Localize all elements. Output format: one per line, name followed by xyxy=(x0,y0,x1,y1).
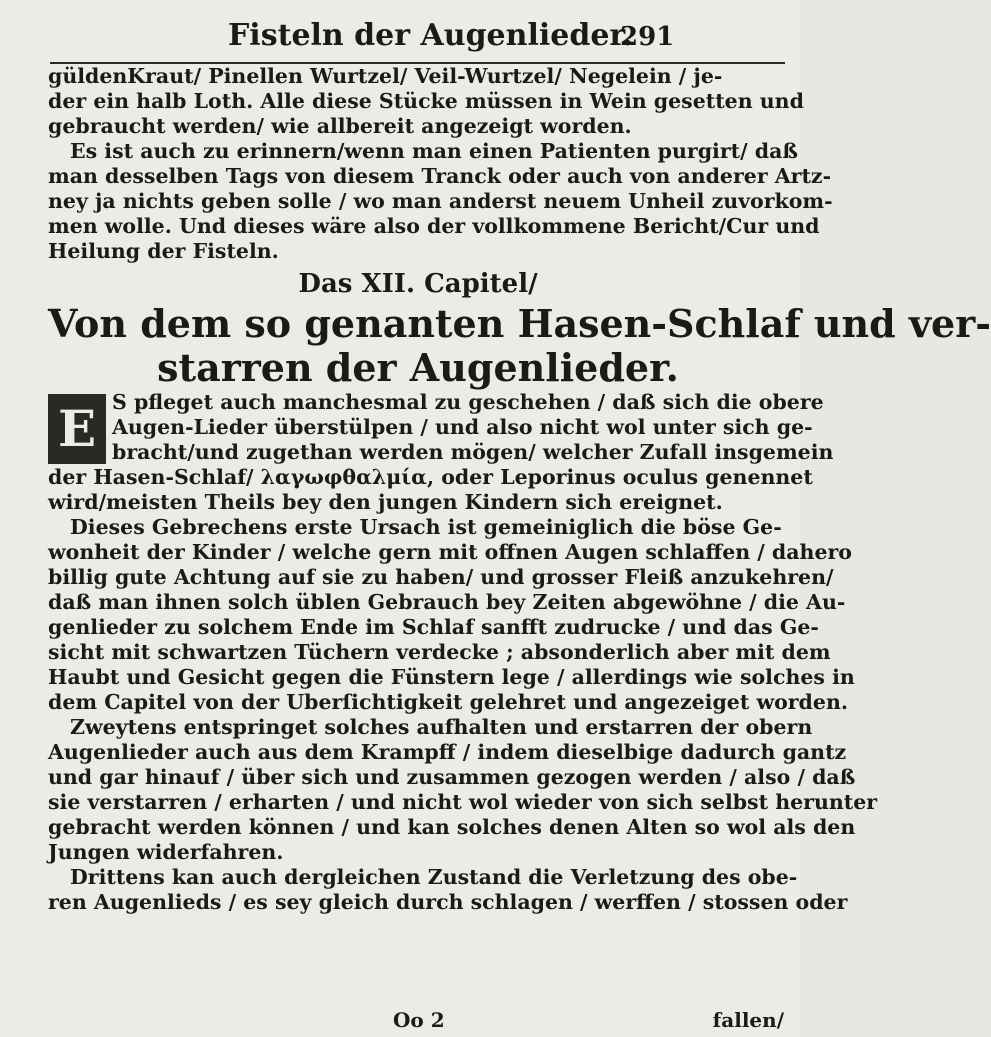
text-line: dem Capitel von der Uberſichtigkeit gelehret und angezeiget worden. xyxy=(48,690,848,714)
text-line: gebracht werden können / und kan solches denen Alten so wol als den xyxy=(48,815,856,839)
text-line: genlieder zu solchem Ende im Schlaf sanfft zudrucke / und das Ge- xyxy=(48,615,819,639)
text-line: man desselben Tags von diesem Tranck oder auch von anderer Artz- xyxy=(48,164,832,188)
page-number: 291 xyxy=(620,22,675,52)
text-line: men wolle. Und dieses wäre also der vollkommene Bericht/Cur und xyxy=(48,214,820,238)
text-line: Augen-Lieder überstülpen / und also nicht wol unter sich ge- xyxy=(112,415,813,439)
text-line: daß man ihnen solch üblen Gebrauch bey Zeiten abgewöhne / die Au- xyxy=(48,590,846,614)
text-line: Heilung der Fisteln. xyxy=(48,239,279,263)
text-line: und gar hinauf / über sich und zusammen gezogen werden / also / daß xyxy=(48,765,856,789)
text-line: Augenlieder auch aus dem Krampff / indem dieselbige dadurch gantz xyxy=(48,740,847,764)
text-line: güldenKraut/ Pinellen Wurtzel/ Veil-Wurtzel/ Negelein / je- xyxy=(48,64,723,88)
text-line: Dieses Gebrechens erste Ursach ist gemeiniglich die böse Ge- xyxy=(70,515,782,539)
text-line: Haubt und Gesicht gegen die Fünstern lege / allerdings wie solches in xyxy=(48,665,855,689)
text-line: bracht/und zugethan werden mögen/ welcher Zufall insgemein xyxy=(112,440,834,464)
text-line: wonheit der Kinder / welche gern mit offnen Augen schlaffen / dahero xyxy=(48,540,852,564)
text-line: Drittens kan auch dergleichen Zustand die Verletzung des obe- xyxy=(70,865,798,889)
text-line: Es ist auch zu erinnern/wenn man einen Patienten purgirt/ daß xyxy=(70,139,798,163)
text-line: der ein halb Loth. Alle diese Stücke müssen in Wein gesetten und xyxy=(48,89,804,113)
signature-mark: Oo 2 xyxy=(393,1008,445,1032)
text-line: ren Augenlieds / es sey gleich durch schlagen / werffen / stossen oder xyxy=(48,890,848,914)
text-line: sicht mit schwartzen Tüchern verdecke ; absonderlich aber mit dem xyxy=(48,640,831,664)
running-title: Fisteln der Augenlieder. xyxy=(228,18,633,53)
chapter-opening xyxy=(48,390,834,465)
text-line: billig gute Achtung auf sie zu haben/ und grosser Fleiß anzukehren/ xyxy=(48,565,834,589)
catchword: fallen/ xyxy=(712,1008,784,1032)
text-line: wird/meisten Theils bey den jungen Kindern sich ereignet. xyxy=(48,490,723,514)
text-line: S pfleget auch manchesmal zu geschehen / daß sich die obere xyxy=(112,390,824,414)
text-line: ney ja nichts geben solle / wo man anderst neuem Unheil zuvorkom- xyxy=(48,189,833,213)
page-footer xyxy=(48,1008,788,1034)
drop-cap: E xyxy=(48,394,106,464)
chapter-label: Das XII. Capitel/ xyxy=(298,269,538,299)
text-line: der Hasen-Schlaf/ λαγωφθαλμία, oder Leporinus oculus genennet xyxy=(48,465,813,489)
text-line: sie verstarren / erharten / und nicht wol wieder von sich selbst herunter xyxy=(48,790,878,814)
page-body xyxy=(48,64,991,915)
text-line: Jungen widerfahren. xyxy=(48,840,284,864)
text-line: Zweytens entspringet solches aufhalten und erstarren der obern xyxy=(70,715,813,739)
chapter-title-line-1: Von dem so genanten Hasen-Schlaf und ver- xyxy=(48,301,991,346)
text-line: gebraucht werden/ wie allbereit angezeigt worden. xyxy=(48,114,632,138)
chapter-title-line-2: starren der Augenlieder. xyxy=(157,345,679,390)
page-header xyxy=(0,18,800,58)
